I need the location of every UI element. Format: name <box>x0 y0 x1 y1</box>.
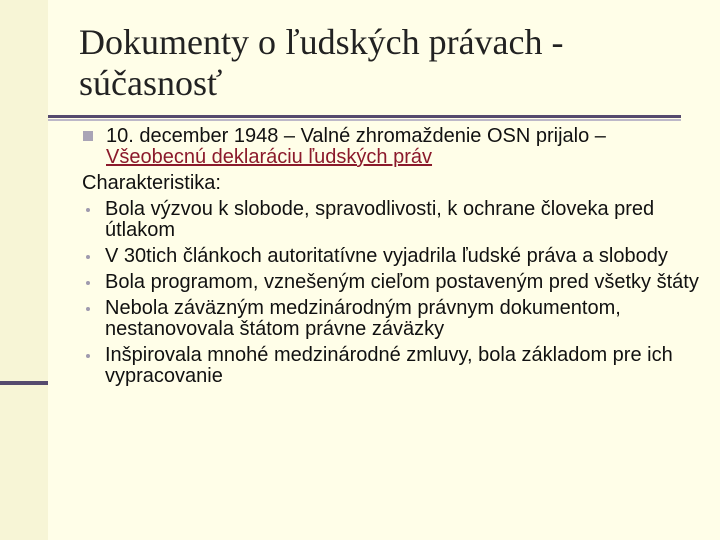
characteristics-heading: Charakteristika: <box>82 172 221 194</box>
dot-bullet-icon <box>86 354 90 358</box>
sub-bullet-text: Bola výzvou k slobode, spravodlivosti, k ochrane človeka pred útlakom <box>105 198 655 241</box>
title-divider <box>48 115 681 118</box>
side-band <box>0 0 48 540</box>
dot-bullet-icon <box>86 255 90 259</box>
sub-bullet-item <box>82 272 702 293</box>
dot-bullet-icon <box>86 281 90 285</box>
side-accent-rule <box>0 381 48 385</box>
title-divider-shadow <box>48 119 681 121</box>
sub-bullet-item <box>82 246 702 267</box>
square-bullet-icon <box>83 131 93 141</box>
dot-bullet-icon <box>86 307 90 311</box>
sub-bullet-item <box>82 199 702 241</box>
slide-content <box>82 126 702 392</box>
declaration-link[interactable]: Všeobecnú deklaráciu ľudských práv <box>106 146 433 168</box>
sub-bullet-item <box>82 345 702 387</box>
dot-bullet-icon <box>86 208 90 212</box>
sub-bullet-item <box>82 298 702 340</box>
slide-title: Dokumenty o ľudských právach - súčasnosť <box>79 22 564 103</box>
declaration-text: 10. december 1948 – Valné zhromaždenie OSN prijalo – <box>106 125 606 147</box>
sub-bullet-text: Bola programom, vznešeným cieľom postaveným pred všetky štáty <box>105 271 699 293</box>
sub-bullet-text: V 30tich článkoch autoritatívne vyjadrila ľudské práva a slobody <box>105 245 668 267</box>
sub-bullet-text: Nebola záväzným medzinárodným právnym dokumentom, nestanovovala štátom právne záväzky <box>105 297 621 340</box>
sub-bullet-text: Inšpirovala mnohé medzinárodné zmluvy, bola základom pre ich vypracovanie <box>105 344 673 387</box>
bullet-item-declaration <box>82 126 702 168</box>
